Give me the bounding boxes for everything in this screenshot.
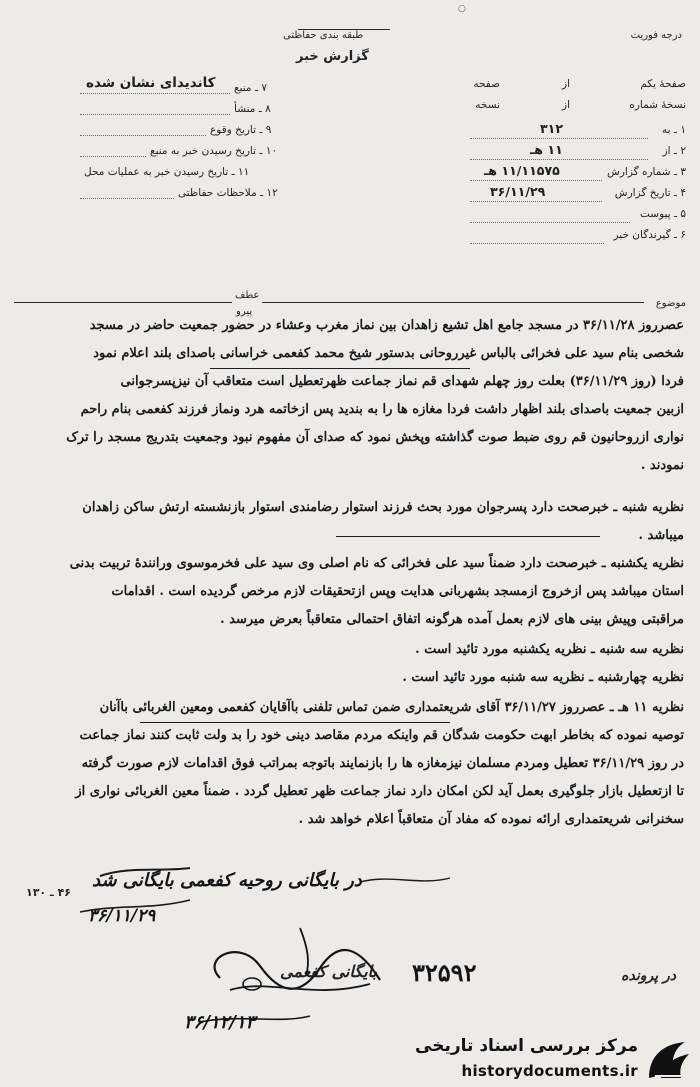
body-line: نظریه یکشنبه ـ خبرصحت دارد ضمناً سید علی فخرائی که نام اصلی وی سید علی فخرموسوی ورانندهٔ تربیت بدنی [69, 556, 684, 571]
body-line: توصیه نموده که بخاطر ابهت حکومت شدگان قم واینکه مردم مقاصد دینی خود را بد ولت ثابت کنند نماز جماعت [79, 728, 684, 743]
annotation-number: ۴۶ ـ ۱۳۰ [26, 886, 72, 899]
body-line: در روز ۳۶/۱۱/۲۹ تعطیل ومردم مسلمان نیزمغازه ها را بازنمایند باتوجه بمراتب فوق اقدامات لازم صورت گرفته [81, 756, 684, 771]
annotation-date: ۳۶/۱۱/۲۹ [88, 906, 156, 926]
archive-label: در پرونده [621, 968, 676, 984]
body-line: شخصی بنام سید علی فخرائی بالباس غیرروحانی بدستور شیخ محمد کفعمی خراسانی باصدای بلند اعلام نمود [93, 346, 684, 361]
body-line: عصرروز ۳۶/۱۱/۲۸ در مسجد جامع اهل تشیع زاهدان بین نماز مغرب وعشاء در حضور جمعیت حاضر در مسجد [89, 318, 684, 333]
page-of: از [562, 78, 570, 90]
field-security-notes-label: ۱۲ ـ ملاحظات حفاظتی [178, 187, 278, 199]
body-line: سخنرانی شریعتمداری ارائه نموده که مفاد آن متعاقباً اعلام خواهد شد . [298, 812, 684, 827]
field-recipients-label: ۶ ـ گیرندگان خبر [613, 229, 686, 241]
page-word: صفحه [473, 78, 500, 90]
follow-up-label: پیرو [236, 306, 253, 317]
body-line: نظریه سه شنبه ـ نظریه یکشنبه مورد تائید است . [415, 642, 684, 657]
footer-title: مرکز بررسی اسناد تاریخی [415, 1036, 638, 1056]
underline-mark [210, 368, 470, 369]
file-number: ۳۲۵۹۲ [412, 958, 477, 987]
body-line: استان میباشد پس ازخروج ازمسجد بشهربانی هدایت وپس ازتحقیقات لازم مرخص گردیده است . اقدامات [111, 584, 684, 599]
field-operation-receipt-date-label: ۱۱ ـ تاریخ رسیدن خبر به عملیات محل [84, 166, 250, 178]
field-origin-label: ۸ ـ منشأ [234, 103, 271, 115]
body-line: مراقبتی وپیش بینی های لازم بعمل آمده هرگونه اتفاق احتمالی متعاقباً بعرض میرسد . [220, 612, 684, 627]
subject-label: موضوع [655, 298, 686, 309]
footer-url: historydocuments.ir [461, 1062, 638, 1080]
copy-of: از [562, 99, 570, 111]
field-report-number-label: ۳ ـ شماره گزارش [607, 166, 686, 178]
punch-mark: ○ [458, 4, 466, 14]
field-report-date-value: ۳۶/۱۱/۲۹ [490, 184, 546, 199]
archive-logo-icon [645, 1038, 693, 1082]
body-line: نظریه ۱۱ هـ ـ عصرروز ۳۶/۱۱/۲۷ آقای شریعتمداری ضمن تماس تلفنی باآقایان کفعمی ومعین الغربائی باآنان [99, 700, 684, 715]
body-line: نواری ازروحانیون قم روی ضبط صوت گذاشته وپخش نمود که صدای آن مفهوم نبود وجمعیت بتدریج مسجد را ترک [66, 430, 684, 445]
priority-label: درجه فوریت [630, 30, 682, 41]
field-from-value: ۱۱ هـ [530, 142, 563, 157]
underline-mark [140, 722, 450, 723]
field-attachment-label: ۵ ـ پیوست [639, 208, 686, 220]
bottom-date: ۳۶/۱۲/۱۳ [184, 1012, 256, 1033]
body-line: نمودند . [640, 458, 684, 473]
body-line: میباشد . [638, 528, 684, 543]
field-to-label: ۱ ـ به [662, 124, 686, 136]
copy-number-label: نسخهٔ شماره [629, 99, 686, 111]
field-source-value: کاندیدای نشان شده [86, 75, 216, 91]
body-line: نظریه شنبه ـ خبرصحت دارد پسرجوان مورد بحث فرزند استوار رضامندی استوار بازنشسته ارتش ساکن زاهدان [82, 500, 684, 515]
field-from-label: ۲ ـ از [662, 145, 686, 157]
body-line: نظریه چهارشنبه ـ نظریه سه شنبه مورد تائید است . [402, 670, 684, 685]
field-occurrence-date-label: ۹ ـ تاریخ وقوع [210, 124, 272, 136]
classification-label: طبقه بندی حفاظتی [283, 30, 364, 41]
field-source-label: ۷ ـ منبع [234, 82, 267, 94]
page-label: صفحهٔ یکم [640, 78, 686, 90]
field-report-date-label: ۴ ـ تاریخ گزارش [614, 187, 686, 199]
body-line: فردا (روز ۳۶/۱۱/۲۹) بعلت روز چهلم شهدای قم نماز جماعت ظهرتعطیل است متعاقب آن نیزپسرجوانی [120, 374, 684, 389]
field-report-number-value: ۱۱/۱۱۵۷۵ هـ [484, 163, 560, 178]
body-line: تا ازتعطیل بازار جلوگیری بعمل آید لکن امکان دارد نماز جماعت ظهر تعطیل گردد . ضمناً معین الغربائی نواری از [75, 784, 684, 799]
field-source-receipt-date-label: ۱۰ ـ تاریخ رسیدن خبر به منبع [150, 145, 278, 157]
underline-mark [336, 536, 600, 537]
file-name: بایگانی کفعمی [280, 962, 377, 981]
reference-label: عطف [235, 290, 260, 301]
copy-word: نسخه [475, 99, 500, 111]
field-to-value: ۳۱۲ [540, 121, 564, 136]
body-line: ازبین جمعیت باصدای بلند اظهار داشت فردا مغازه ها را به بندید پس ازخاتمه هرد ونماز فرزند کفعمی بنام راحم [80, 402, 684, 417]
form-title: گزارش خبر [296, 49, 369, 64]
annotation-text: در بایگانی روحیه کفعمی بایگانی شد [92, 870, 362, 891]
